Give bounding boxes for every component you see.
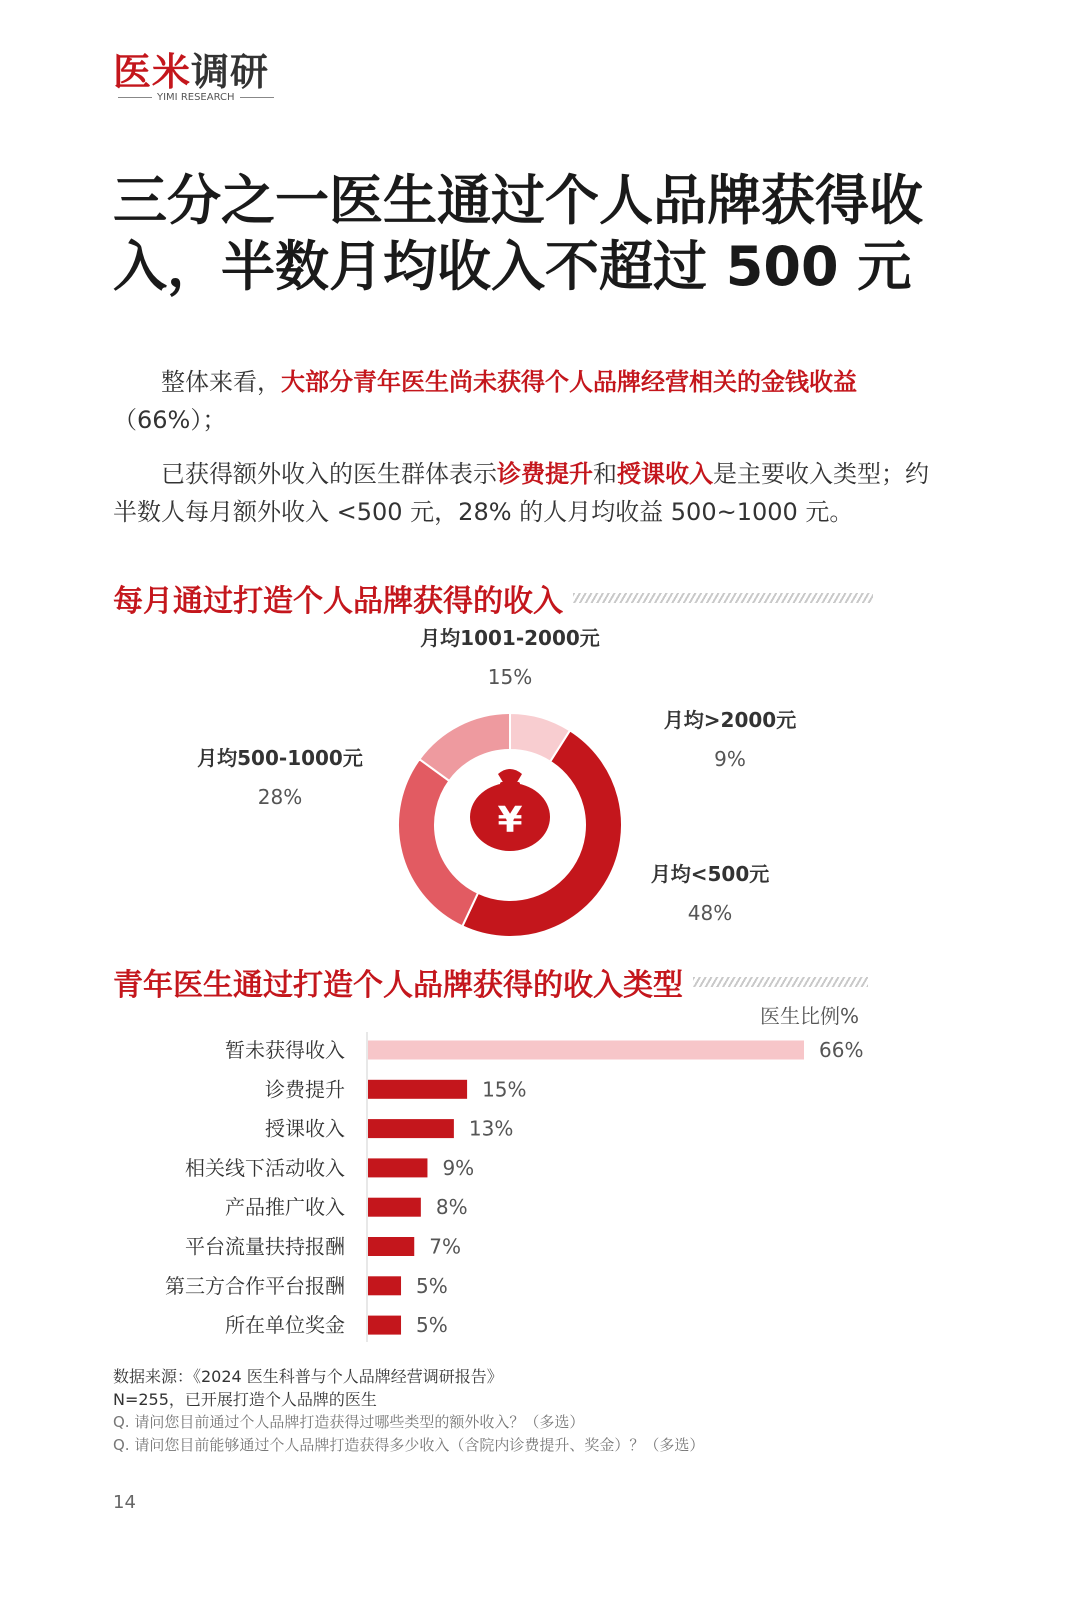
bar-category-label: 第三方合作平台报酬: [165, 1273, 345, 1298]
bar-series-label: 医生比例%: [760, 1004, 860, 1028]
donut-label-1001-2000-value: 15%: [487, 665, 533, 689]
bar: [368, 1158, 427, 1177]
bar: [368, 1237, 414, 1256]
donut-label-500-1000-name: 月均500-1000元: [197, 746, 363, 770]
donut-label-under-500: [630, 858, 790, 925]
bar: [368, 1080, 467, 1099]
intro-p1-a: 整体来看，: [161, 368, 281, 396]
donut-label-under-500-value: 48%: [687, 901, 733, 925]
bar-rows: [165, 1038, 863, 1337]
bar-category-label: 平台流量扶持报酬: [185, 1234, 345, 1259]
bar-value-label: 7%: [429, 1234, 461, 1259]
donut-label-1001-2000-name: 月均1001-2000元: [420, 626, 600, 650]
donut-label-under-500-name: 月均<500元: [650, 862, 770, 886]
bar-value-label: 8%: [435, 1195, 468, 1220]
logo-text-part2: 调研: [191, 49, 270, 94]
intro-p2-highlight-2: 授课收入: [617, 460, 713, 488]
donut-label-over-2000-value: 9%: [714, 747, 746, 771]
brand-logo: [113, 50, 279, 103]
bar-value-label: 13%: [468, 1116, 514, 1141]
logo-subtitle-text: YIMI RESEARCH: [157, 92, 235, 103]
intro-paragraph-1: [113, 363, 943, 439]
page-number: 14: [113, 1492, 136, 1513]
section-title-2-hatch: [693, 977, 868, 987]
intro-p1-highlight: 大部分青年医生尚未获得个人品牌经营相关的金钱收益: [281, 368, 857, 396]
section-title-monthly-income: [113, 576, 873, 620]
logo-line-right: [240, 97, 274, 98]
bar-category-label: 相关线下活动收入: [185, 1155, 345, 1180]
source-line-2: N=255，已开展打造个人品牌的医生: [113, 1390, 377, 1409]
money-bag-icon: [470, 769, 550, 851]
donut-label-over-2000-name: 月均>2000元: [663, 708, 797, 732]
intro-p2-a: 已获得额外收入的医生群体表示: [161, 460, 497, 488]
bar: [368, 1316, 401, 1335]
bar: [368, 1198, 421, 1217]
bar-category-label: 产品推广收入: [225, 1195, 345, 1220]
donut-chart: [380, 710, 640, 940]
intro-p2-c: 是主要收入类型；约半数人每月额外收入 <500 元，28% 的人月均收益 500~1000 元。: [113, 460, 929, 526]
logo-text-part1: 医米: [113, 49, 192, 94]
donut-label-500-1000-value: 28%: [257, 785, 303, 809]
logo-line-left: [118, 97, 152, 98]
bar: [368, 1041, 804, 1060]
bar-category-label: 所在单位奖金: [225, 1313, 345, 1338]
bar-chart: [0, 990, 1080, 1350]
donut-slice: [398, 759, 478, 926]
donut-label-over-2000: [650, 704, 810, 771]
bar: [368, 1276, 401, 1295]
intro-p2-highlight-1: 诊费提升: [497, 460, 593, 488]
bar: [368, 1119, 454, 1138]
bar-value-label: 9%: [442, 1155, 475, 1180]
section-title-1-hatch: [573, 593, 873, 603]
donut-label-500-1000: [190, 742, 370, 809]
section-title-1-text: 每月通过打造个人品牌获得的收入: [113, 584, 563, 619]
section-title-2-text: 青年医生通过打造个人品牌获得的收入类型: [113, 968, 683, 1003]
data-source: [113, 1365, 704, 1457]
intro-paragraph-2: [113, 455, 943, 531]
intro-p2-b: 和: [593, 460, 617, 488]
logo-text: [113, 50, 279, 94]
bar-category-label: 授课收入: [265, 1116, 345, 1141]
bar-category-label: 诊费提升: [265, 1077, 345, 1102]
money-bag-glyph: ¥: [497, 800, 523, 841]
page-title: 三分之一医生通过个人品牌获得收入，半数月均收入不超过 500 元: [113, 169, 923, 298]
bar-value-label: 15%: [482, 1077, 527, 1102]
source-question-1: Q. 请问您目前通过个人品牌打造获得过哪些类型的额外收入？（多选）: [113, 1413, 585, 1431]
donut-label-1001-2000: [420, 622, 600, 689]
bar-value-label: 5%: [416, 1313, 448, 1338]
source-question-2: Q. 请问您目前能够通过个人品牌打造获得多少收入（含院内诊费提升、奖金）？（多选）: [113, 1436, 705, 1454]
source-line-1: 数据来源：《2024 医生科普与个人品牌经营调研报告》: [113, 1367, 503, 1386]
bar-value-label: 66%: [819, 1038, 864, 1062]
intro-p1-b: （66%）；: [113, 406, 227, 434]
bar-category-label: 暂未获得收入: [225, 1038, 345, 1062]
bar-value-label: 5%: [416, 1273, 448, 1298]
intro-text: [113, 363, 943, 547]
